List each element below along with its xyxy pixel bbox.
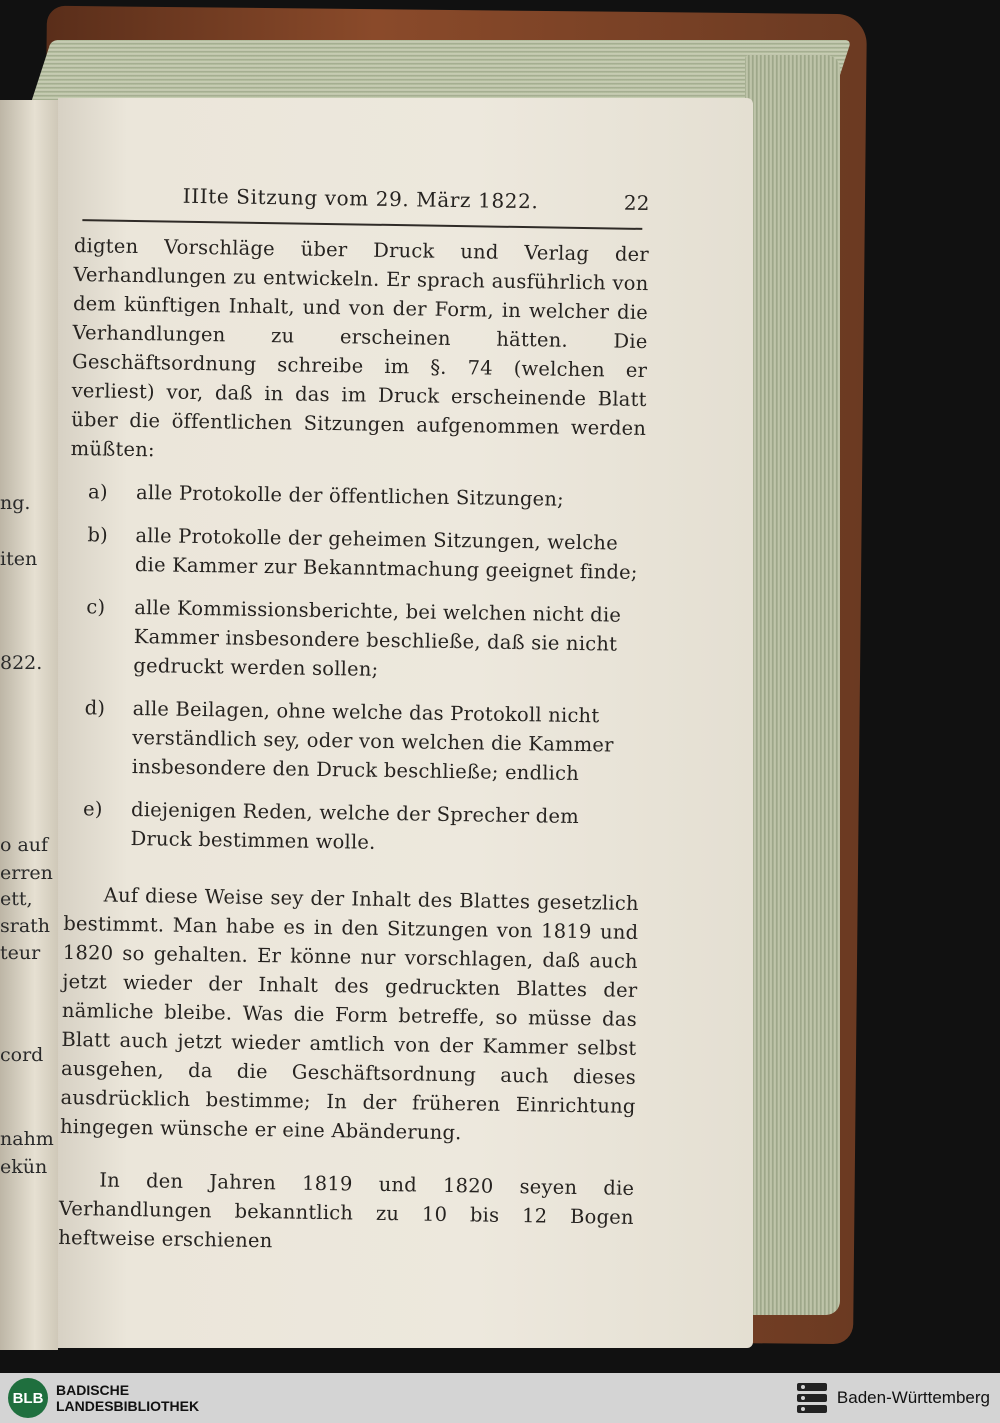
left-fragment: ekün bbox=[0, 1156, 48, 1178]
list-item-text: alle Kommissionsberichte, bei welchen nicht die Kammer insbesondere beschließe, daß sie nicht gedruckt werden sollen; bbox=[133, 595, 622, 681]
page-number: 22 bbox=[623, 190, 650, 216]
list-item-text: alle Beilagen, ohne welche das Protokoll nicht verständlich sey, oder von welchen die Kammer insbesondere den Druck beschließe; endlich bbox=[131, 696, 614, 785]
list-item bbox=[88, 477, 645, 515]
left-fragment: iten bbox=[0, 548, 38, 570]
list-item-label: a) bbox=[87, 480, 108, 504]
left-fragment: ng. bbox=[0, 492, 31, 514]
left-fragment: cord bbox=[0, 1044, 44, 1066]
left-fragment: erren bbox=[0, 862, 53, 884]
left-page-edge bbox=[0, 100, 58, 1350]
blb-line1: BADISCHE bbox=[56, 1382, 130, 1398]
blb-branding[interactable] bbox=[8, 1378, 199, 1418]
body-paragraph: Auf diese Weise sey der Inhalt des Blattes gesetzlich bestimmt. Man habe es in den Sitzungen von 1819 und 1820 so gehalten. Er könne nur vorschlagen, daß auch jetzt wieder der Inhalt des gedruckten Blattes der nämliche bleibe. Was die Form betreffe, so müsse das Blatt auch jetzt wieder amtlich von der Kammer selbst ausgehen, da die Geschäftsordnung auch dieses ausdrücklich bestimme; In der früheren Einrichtung hingegen wünsche er eine Abänderung. bbox=[59, 883, 639, 1145]
body-paragraph: In den Jahren 1819 und 1820 seyen die Verhandlungen bekanntlich zu 10 bis 12 Bogen heftweise erschienen bbox=[58, 1168, 635, 1253]
header-title: IIIte Sitzung vom 29. März 1822. bbox=[182, 183, 539, 214]
lions-crest-icon bbox=[795, 1380, 829, 1416]
bw-label: Baden-Württemberg bbox=[836, 1388, 990, 1407]
list-item-text: alle Protokolle der geheimen Sitzungen, welche die Kammer zur Bekanntmachung geeignet finde; bbox=[134, 523, 638, 584]
left-fragment: 822. bbox=[0, 652, 43, 674]
list-item bbox=[84, 693, 642, 789]
left-fragment: ett, bbox=[0, 888, 33, 910]
list-item bbox=[82, 794, 640, 861]
left-fragment: nahm bbox=[0, 1128, 54, 1150]
list-item bbox=[85, 592, 643, 688]
intro-paragraph: digten Vorschläge über Druck und Verlag der Verhandlungen zu entwickeln. Er sprach ausführlich von dem künftigen Inhalt, und von der Form, in welcher die Verhandlungen zu erscheinen hätten. Die Geschäftsordnung schreibe im §. 74 (welchen er verliest) vor, daß in das im Druck erscheinende Blatt über die öffentlichen Sitzungen aufgenommen werden müßten: bbox=[70, 233, 650, 462]
page-edges-right bbox=[745, 55, 840, 1315]
blb-line2: LANDESBIBLIOTHEK bbox=[56, 1398, 200, 1414]
blb-name bbox=[56, 1382, 199, 1414]
list-item-label: e) bbox=[82, 797, 103, 821]
left-fragment: teur bbox=[0, 942, 41, 964]
blb-logo-icon: BLB bbox=[8, 1378, 48, 1418]
list-item bbox=[87, 520, 645, 587]
list-item-text: diejenigen Reden, welche der Sprecher dem Druck bestimmen wolle. bbox=[130, 797, 580, 854]
list-item-label: c) bbox=[86, 595, 106, 619]
bw-branding[interactable] bbox=[795, 1380, 990, 1416]
viewer-footer bbox=[0, 1373, 1000, 1423]
left-fragment: o auf bbox=[0, 834, 49, 856]
left-fragment: srath bbox=[0, 915, 51, 937]
list-item-label: b) bbox=[87, 523, 109, 547]
page-content bbox=[58, 180, 650, 1275]
list-item-text: alle Protokolle der öffentlichen Sitzungen; bbox=[135, 480, 565, 511]
list-item-label: d) bbox=[84, 696, 106, 720]
